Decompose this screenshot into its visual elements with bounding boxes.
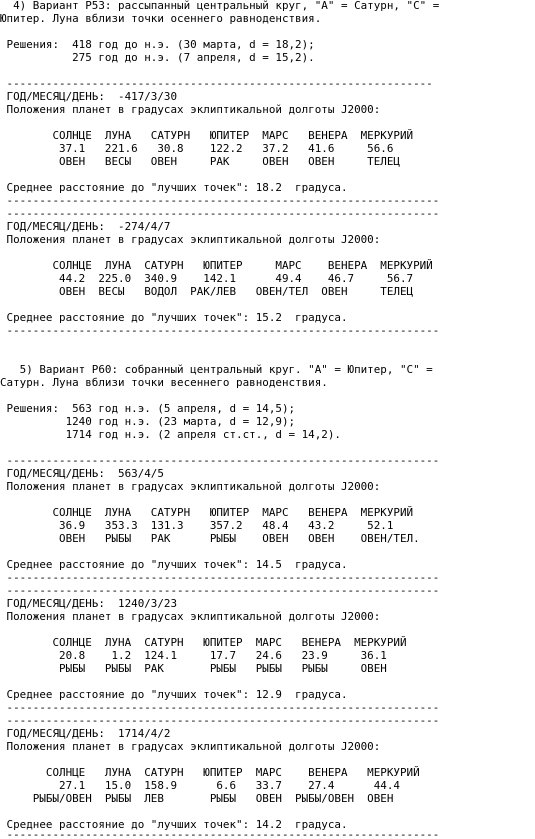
text-line: 1714 год н.э. (2 апреля ст.ст., d = 14,2).: [0, 428, 341, 441]
text-line: 275 год до н.э. (7 апреля, d = 15,2).: [0, 51, 315, 64]
text-line: СОЛНЦЕ ЛУНА САТУРН ЮПИТЕР МАРС ВЕНЕРА МЕРКУРИЙ: [0, 129, 414, 142]
text-line: РЫБЫ РЫБЫ РАК РЫБЫ РЫБЫ РЫБЫ ОВЕН: [0, 662, 387, 675]
text-line: ГОД/МЕСЯЦ/ДЕНЬ: 1714/4/2: [0, 727, 171, 740]
text-line: Решения: 418 год до н.э. (30 марта, d = 18,2);: [0, 38, 315, 51]
text-line: 36.9 353.3 131.3 357.2 48.4 43.2 52.1: [0, 519, 394, 532]
text-line: Положения планет в градусах эклиптикальной долготы J2000:: [0, 233, 381, 246]
text-line: ------------------------------------------------------------------: [0, 584, 440, 597]
text-line: ------------------------------------------------------------------: [0, 714, 440, 727]
text-line: Среднее расстояние до "лучших точек": 14.5 градуса.: [0, 558, 348, 571]
text-line: СОЛНЦЕ ЛУНА САТУРН ЮПИТЕР МАРС ВЕНЕРА МЕРКУРИЙ: [0, 506, 414, 519]
text-line: 4) Вариант Р53: рассыпанный центральный круг, "А" = Сатурн, "С" =: [0, 0, 440, 12]
text-line: Положения планет в градусах эклиптикальной долготы J2000:: [0, 480, 381, 493]
text-line: 37.1 221.6 30.8 122.2 37.2 41.6 56.6: [0, 142, 394, 155]
text-line: ОВЕН ВЕСЫ ВОДОЛ РАК/ЛЕВ ОВЕН/ТЕЛ ОВЕН ТЕЛЕЦ: [0, 285, 414, 298]
text-line: ------------------------------------------------------------------: [0, 194, 440, 207]
text-line: РЫБЫ/ОВЕН РЫБЫ ЛЕВ РЫБЫ ОВЕН РЫБЫ/ОВЕН ОВЕН: [0, 792, 394, 805]
text-line: ГОД/МЕСЯЦ/ДЕНЬ: -417/3/30: [0, 90, 178, 103]
text-line: Среднее расстояние до "лучших точек": 18.2 градуса.: [0, 181, 348, 194]
text-line: Решения: 563 год н.э. (5 апреля, d = 14,5);: [0, 402, 296, 415]
text-line: ОВЕН ВЕСЫ ОВЕН РАК ОВЕН ОВЕН ТЕЛЕЦ: [0, 155, 400, 168]
text-line: Среднее расстояние до "лучших точек": 12.9 градуса.: [0, 688, 348, 701]
text-line: Среднее расстояние до "лучших точек": 14.2 градуса.: [0, 818, 348, 831]
text-line: Сатурн. Луна вблизи точки весеннего равноденствия.: [0, 376, 328, 389]
text-line: ------------------------------------------------------------------: [0, 207, 440, 220]
text-line: ОВЕН РЫБЫ РАК РЫБЫ ОВЕН ОВЕН ОВЕН/ТЕЛ.: [0, 532, 420, 545]
text-line: Юпитер. Луна вблизи точки осеннего равноденствия.: [0, 12, 322, 25]
text-line: ГОД/МЕСЯЦ/ДЕНЬ: -274/4/7: [0, 220, 171, 233]
text-line: СОЛНЦЕ ЛУНА САТУРН ЮПИТЕР МАРС ВЕНЕРА МЕРКУРИЙ: [0, 259, 433, 272]
text-line: Положения планет в градусах эклиптикальной долготы J2000:: [0, 103, 381, 116]
text-line: Среднее расстояние до "лучших точек": 15.2 градуса.: [0, 311, 348, 324]
text-line: ------------------------------------------------------------------: [0, 324, 440, 337]
text-line: СОЛНЦЕ ЛУНА САТУРН ЮПИТЕР МАРС ВЕНЕРА МЕРКУРИЙ: [0, 636, 407, 649]
text-line: СОЛНЦЕ ЛУНА САТУРН ЮПИТЕР МАРС ВЕНЕРА МЕРКУРИЙ: [0, 766, 420, 779]
text-line: ГОД/МЕСЯЦ/ДЕНЬ: 563/4/5: [0, 467, 164, 480]
text-line: Положения планет в градусах эклиптикальной долготы J2000:: [0, 740, 381, 753]
text-line: ГОД/МЕСЯЦ/ДЕНЬ: 1240/3/23: [0, 597, 178, 610]
text-line: Положения планет в градусах эклиптикальной долготы J2000:: [0, 610, 381, 623]
text-line: ------------------------------------------------------------------: [0, 701, 440, 714]
text-line: -----------------------------------------------------------------: [0, 77, 433, 90]
text-line: ------------------------------------------------------------------: [0, 828, 440, 839]
text-line: ------------------------------------------------------------------: [0, 454, 440, 467]
text-line: 44.2 225.0 340.9 142.1 49.4 46.7 56.7: [0, 272, 414, 285]
text-line: 1240 год н.э. (23 марта, d = 12,9);: [0, 415, 296, 428]
text-line: 27.1 15.0 158.9 6.6 33.7 27.4 44.4: [0, 779, 400, 792]
text-line: 5) Вариант Р60: собранный центральный круг. "А" = Юпитер, "С" =: [0, 363, 433, 376]
text-line: 20.8 1.2 124.1 17.7 24.6 23.9 36.1: [0, 649, 387, 662]
text-line: ------------------------------------------------------------------: [0, 571, 440, 584]
